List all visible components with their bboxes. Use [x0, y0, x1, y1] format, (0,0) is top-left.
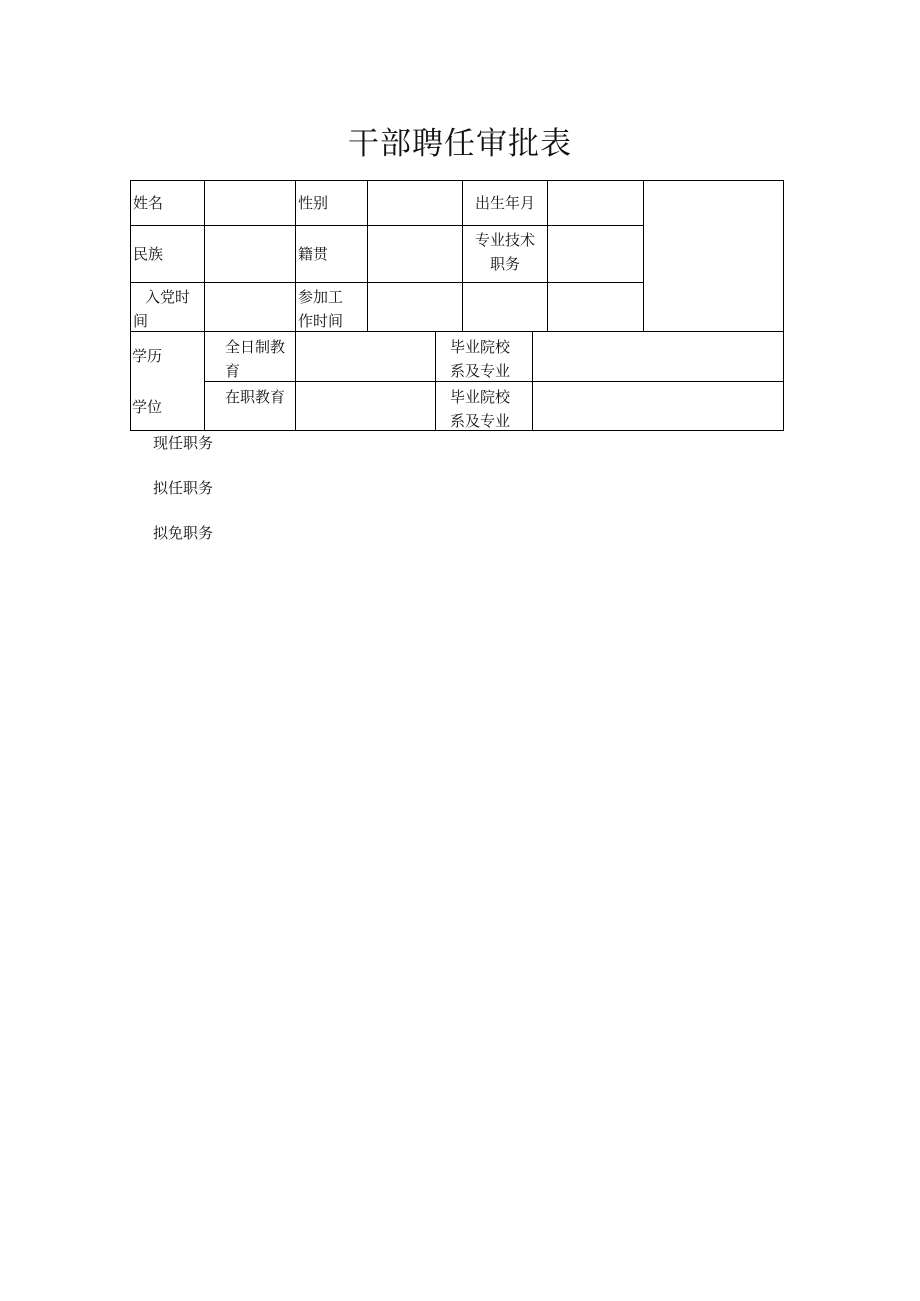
degree-label: 学位 [132, 398, 163, 416]
photo-box[interactable] [643, 180, 784, 332]
proposed-position-label: 拟任职务 [153, 479, 214, 497]
work-start-field[interactable] [367, 282, 463, 332]
party-join-field[interactable] [204, 282, 296, 332]
professional-title-label: 专业技术职务 [462, 225, 548, 283]
ethnicity-field[interactable] [204, 225, 296, 283]
gender-label: 性别 [295, 180, 368, 226]
party-join-label: 入党时间 [130, 282, 205, 332]
education-degree-cell [130, 331, 205, 431]
fulltime-education-label: 全日制教育 [204, 331, 296, 382]
inservice-school-field[interactable] [532, 381, 784, 431]
hometown-field[interactable] [367, 225, 463, 283]
page-title: 干部聘任审批表 [348, 126, 572, 162]
work-start-extra-field-2[interactable] [547, 282, 644, 332]
work-start-label: 参加工作时间 [295, 282, 368, 332]
gender-field[interactable] [367, 180, 463, 226]
current-position-label: 现任职务 [153, 434, 214, 452]
name-field[interactable] [204, 180, 296, 226]
work-start-extra-field[interactable] [462, 282, 548, 332]
proposed-removal-label: 拟免职务 [153, 524, 214, 542]
hometown-label: 籍贯 [295, 225, 368, 283]
ethnicity-label: 民族 [130, 225, 205, 283]
birth-field[interactable] [547, 180, 644, 226]
name-label: 姓名 [130, 180, 205, 226]
inservice-school-label: 毕业院校系及专业 [435, 381, 533, 431]
fulltime-school-field[interactable] [532, 331, 784, 382]
fulltime-education-field[interactable] [295, 331, 436, 382]
education-label: 学历 [132, 347, 163, 365]
inservice-education-label: 在职教育 [204, 381, 296, 431]
professional-title-field[interactable] [547, 225, 644, 283]
fulltime-school-label: 毕业院校系及专业 [435, 331, 533, 382]
birth-label: 出生年月 [462, 180, 548, 226]
inservice-education-field[interactable] [295, 381, 436, 431]
